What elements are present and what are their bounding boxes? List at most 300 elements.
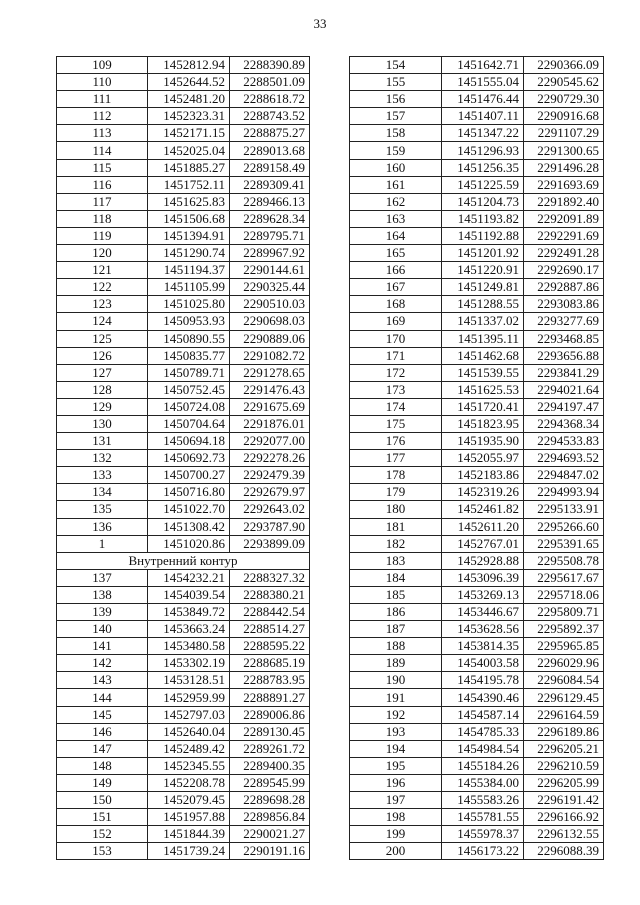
point-number-cell: 181: [350, 518, 442, 535]
table-row: [57, 381, 310, 398]
y-coordinate-cell: 2290729.30: [524, 91, 604, 108]
x-coordinate-cell: 1451957.88: [148, 809, 230, 826]
y-coordinate-cell: 2288501.09: [230, 74, 310, 91]
x-coordinate-cell: 1451201.92: [442, 245, 524, 262]
point-number-cell: 199: [350, 826, 442, 843]
y-coordinate-cell: 2289400.35: [230, 757, 310, 774]
point-number-cell: 125: [57, 330, 148, 347]
y-coordinate-cell: 2294197.47: [524, 398, 604, 415]
point-number-cell: 112: [57, 108, 148, 125]
x-coordinate-cell: 1455781.55: [442, 809, 524, 826]
table-row: [57, 535, 310, 552]
point-number-cell: 200: [350, 843, 442, 860]
table-row: [350, 638, 604, 655]
point-number-cell: 119: [57, 227, 148, 244]
y-coordinate-cell: 2289013.68: [230, 142, 310, 159]
x-coordinate-cell: 1451844.39: [148, 826, 230, 843]
x-coordinate-cell: 1450700.27: [148, 467, 230, 484]
point-number-cell: 118: [57, 210, 148, 227]
x-coordinate-cell: 1451025.80: [148, 296, 230, 313]
x-coordinate-cell: 1451225.59: [442, 176, 524, 193]
x-coordinate-cell: 1451249.81: [442, 279, 524, 296]
y-coordinate-cell: 2296129.45: [524, 689, 604, 706]
table-row: [350, 381, 604, 398]
table-row: [57, 57, 310, 74]
table-row: [350, 809, 604, 826]
x-coordinate-cell: 1451476.44: [442, 91, 524, 108]
y-coordinate-cell: 2288743.52: [230, 108, 310, 125]
coordinates-table-right: [349, 56, 604, 860]
point-number-cell: 146: [57, 723, 148, 740]
point-number-cell: 116: [57, 176, 148, 193]
point-number-cell: 197: [350, 792, 442, 809]
x-coordinate-cell: 1452171.15: [148, 125, 230, 142]
x-coordinate-cell: 1452640.04: [148, 723, 230, 740]
x-coordinate-cell: 1450704.64: [148, 415, 230, 432]
table-row: [350, 774, 604, 791]
x-coordinate-cell: 1453446.67: [442, 604, 524, 621]
point-number-cell: 170: [350, 330, 442, 347]
x-coordinate-cell: 1451407.11: [442, 108, 524, 125]
y-coordinate-cell: 2289158.49: [230, 159, 310, 176]
x-coordinate-cell: 1451506.68: [148, 210, 230, 227]
table-row: [350, 57, 604, 74]
x-coordinate-cell: 1451204.73: [442, 193, 524, 210]
x-coordinate-cell: 1452928.88: [442, 552, 524, 569]
table-row: [57, 809, 310, 826]
x-coordinate-cell: 1451935.90: [442, 433, 524, 450]
x-coordinate-cell: 1452767.01: [442, 535, 524, 552]
point-number-cell: 156: [350, 91, 442, 108]
x-coordinate-cell: 1451022.70: [148, 501, 230, 518]
x-coordinate-cell: 1451105.99: [148, 279, 230, 296]
x-coordinate-cell: 1451288.55: [442, 296, 524, 313]
y-coordinate-cell: 2289856.84: [230, 809, 310, 826]
y-coordinate-cell: 2288875.27: [230, 125, 310, 142]
y-coordinate-cell: 2288891.27: [230, 689, 310, 706]
y-coordinate-cell: 2294021.64: [524, 381, 604, 398]
point-number-cell: 115: [57, 159, 148, 176]
x-coordinate-cell: 1452611.20: [442, 518, 524, 535]
point-number-cell: 126: [57, 347, 148, 364]
point-number-cell: 130: [57, 415, 148, 432]
point-number-cell: 114: [57, 142, 148, 159]
x-coordinate-cell: 1451462.68: [442, 347, 524, 364]
y-coordinate-cell: 2289261.72: [230, 740, 310, 757]
x-coordinate-cell: 1451555.04: [442, 74, 524, 91]
y-coordinate-cell: 2296189.86: [524, 723, 604, 740]
y-coordinate-cell: 2292091.89: [524, 210, 604, 227]
y-coordinate-cell: 2296205.99: [524, 774, 604, 791]
table-row: [350, 655, 604, 672]
x-coordinate-cell: 1451290.74: [148, 245, 230, 262]
y-coordinate-cell: 2290510.03: [230, 296, 310, 313]
x-coordinate-cell: 1452489.42: [148, 740, 230, 757]
y-coordinate-cell: 2288327.32: [230, 569, 310, 586]
y-coordinate-cell: 2291278.65: [230, 364, 310, 381]
table-row: [350, 245, 604, 262]
table-row: [57, 689, 310, 706]
x-coordinate-cell: 1451347.22: [442, 125, 524, 142]
section-label: Внутренний контур: [57, 552, 310, 569]
x-coordinate-cell: 1453663.24: [148, 621, 230, 638]
table-row: [350, 176, 604, 193]
y-coordinate-cell: 2288442.54: [230, 604, 310, 621]
x-coordinate-cell: 1453814.35: [442, 638, 524, 655]
table-row: [57, 108, 310, 125]
table-row: [57, 792, 310, 809]
y-coordinate-cell: 2288390.89: [230, 57, 310, 74]
point-number-cell: 152: [57, 826, 148, 843]
y-coordinate-cell: 2296029.96: [524, 655, 604, 672]
point-number-cell: 167: [350, 279, 442, 296]
point-number-cell: 159: [350, 142, 442, 159]
table-row: [350, 535, 604, 552]
point-number-cell: 135: [57, 501, 148, 518]
y-coordinate-cell: 2289795.71: [230, 227, 310, 244]
y-coordinate-cell: 2296084.54: [524, 672, 604, 689]
y-coordinate-cell: 2294993.94: [524, 484, 604, 501]
y-coordinate-cell: 2295391.65: [524, 535, 604, 552]
table-row: [350, 364, 604, 381]
point-number-cell: 166: [350, 262, 442, 279]
point-number-cell: 194: [350, 740, 442, 757]
y-coordinate-cell: 2289545.99: [230, 774, 310, 791]
y-coordinate-cell: 2292643.02: [230, 501, 310, 518]
y-coordinate-cell: 2291496.28: [524, 159, 604, 176]
x-coordinate-cell: 1454984.54: [442, 740, 524, 757]
y-coordinate-cell: 2289309.41: [230, 176, 310, 193]
x-coordinate-cell: 1454785.33: [442, 723, 524, 740]
point-number-cell: 157: [350, 108, 442, 125]
x-coordinate-cell: 1452797.03: [148, 706, 230, 723]
y-coordinate-cell: 2296166.92: [524, 809, 604, 826]
point-number-cell: 138: [57, 586, 148, 603]
y-coordinate-cell: 2289628.34: [230, 210, 310, 227]
coordinates-table-left: [56, 56, 310, 860]
table-row: [57, 159, 310, 176]
x-coordinate-cell: 1453269.13: [442, 586, 524, 603]
y-coordinate-cell: 2289130.45: [230, 723, 310, 740]
y-coordinate-cell: 2289698.28: [230, 792, 310, 809]
x-coordinate-cell: 1451220.91: [442, 262, 524, 279]
y-coordinate-cell: 2294533.83: [524, 433, 604, 450]
table-row: [57, 91, 310, 108]
x-coordinate-cell: 1450752.45: [148, 381, 230, 398]
y-coordinate-cell: 2288783.95: [230, 672, 310, 689]
point-number-cell: 129: [57, 398, 148, 415]
y-coordinate-cell: 2295718.06: [524, 586, 604, 603]
table-row: [350, 210, 604, 227]
table-row: [350, 501, 604, 518]
y-coordinate-cell: 2291693.69: [524, 176, 604, 193]
table-row: [57, 296, 310, 313]
table-row: [350, 125, 604, 142]
point-number-cell: 191: [350, 689, 442, 706]
y-coordinate-cell: 2293899.09: [230, 535, 310, 552]
table-row: [350, 552, 604, 569]
point-number-cell: 176: [350, 433, 442, 450]
table-row: [350, 586, 604, 603]
x-coordinate-cell: 1452055.97: [442, 450, 524, 467]
table-row: [350, 313, 604, 330]
table-row: [350, 91, 604, 108]
y-coordinate-cell: 2289006.86: [230, 706, 310, 723]
x-coordinate-cell: 1451308.42: [148, 518, 230, 535]
point-number-cell: 109: [57, 57, 148, 74]
x-coordinate-cell: 1451193.82: [442, 210, 524, 227]
point-number-cell: 120: [57, 245, 148, 262]
point-number-cell: 121: [57, 262, 148, 279]
table-row: [57, 467, 310, 484]
table-row: [57, 398, 310, 415]
point-number-cell: 149: [57, 774, 148, 791]
table-row: [57, 774, 310, 791]
point-number-cell: 182: [350, 535, 442, 552]
point-number-cell: 187: [350, 621, 442, 638]
x-coordinate-cell: 1453128.51: [148, 672, 230, 689]
y-coordinate-cell: 2292679.97: [230, 484, 310, 501]
point-number-cell: 117: [57, 193, 148, 210]
y-coordinate-cell: 2288618.72: [230, 91, 310, 108]
y-coordinate-cell: 2289466.13: [230, 193, 310, 210]
y-coordinate-cell: 2292491.28: [524, 245, 604, 262]
point-number-cell: 162: [350, 193, 442, 210]
table-row: [57, 142, 310, 159]
point-number-cell: 173: [350, 381, 442, 398]
x-coordinate-cell: 1451395.11: [442, 330, 524, 347]
x-coordinate-cell: 1451720.41: [442, 398, 524, 415]
point-number-cell: 163: [350, 210, 442, 227]
point-number-cell: 193: [350, 723, 442, 740]
y-coordinate-cell: 2291876.01: [230, 415, 310, 432]
table-row: [350, 723, 604, 740]
x-coordinate-cell: 1454587.14: [442, 706, 524, 723]
y-coordinate-cell: 2293468.85: [524, 330, 604, 347]
section-row: [57, 552, 310, 569]
table-row: [350, 347, 604, 364]
y-coordinate-cell: 2290916.68: [524, 108, 604, 125]
x-coordinate-cell: 1453849.72: [148, 604, 230, 621]
table-row: [57, 484, 310, 501]
y-coordinate-cell: 2291892.40: [524, 193, 604, 210]
y-coordinate-cell: 2290325.44: [230, 279, 310, 296]
table-row: [350, 415, 604, 432]
x-coordinate-cell: 1452319.26: [442, 484, 524, 501]
x-coordinate-cell: 1451625.83: [148, 193, 230, 210]
x-coordinate-cell: 1451885.27: [148, 159, 230, 176]
table-row: [57, 569, 310, 586]
y-coordinate-cell: 2290191.16: [230, 843, 310, 860]
table-row: [350, 740, 604, 757]
x-coordinate-cell: 1451739.24: [148, 843, 230, 860]
table-row: [350, 569, 604, 586]
point-number-cell: 133: [57, 467, 148, 484]
x-coordinate-cell: 1450692.73: [148, 450, 230, 467]
x-coordinate-cell: 1455384.00: [442, 774, 524, 791]
y-coordinate-cell: 2295133.91: [524, 501, 604, 518]
y-coordinate-cell: 2293656.88: [524, 347, 604, 364]
x-coordinate-cell: 1454003.58: [442, 655, 524, 672]
y-coordinate-cell: 2288685.19: [230, 655, 310, 672]
point-number-cell: 122: [57, 279, 148, 296]
point-number-cell: 136: [57, 518, 148, 535]
y-coordinate-cell: 2290021.27: [230, 826, 310, 843]
point-number-cell: 153: [57, 843, 148, 860]
table-row: [57, 604, 310, 621]
x-coordinate-cell: 1450890.55: [148, 330, 230, 347]
table-row: [57, 518, 310, 535]
table-row: [57, 125, 310, 142]
table-row: [350, 467, 604, 484]
y-coordinate-cell: 2289967.92: [230, 245, 310, 262]
page-number: 33: [313, 16, 327, 31]
x-coordinate-cell: 1455583.26: [442, 792, 524, 809]
table-row: [57, 706, 310, 723]
x-coordinate-cell: 1450789.71: [148, 364, 230, 381]
x-coordinate-cell: 1454232.21: [148, 569, 230, 586]
table-row: [57, 433, 310, 450]
point-number-cell: 144: [57, 689, 148, 706]
y-coordinate-cell: 2292278.26: [230, 450, 310, 467]
x-coordinate-cell: 1452812.94: [148, 57, 230, 74]
y-coordinate-cell: 2292077.00: [230, 433, 310, 450]
table-row: [350, 108, 604, 125]
point-number-cell: 127: [57, 364, 148, 381]
y-coordinate-cell: 2295266.60: [524, 518, 604, 535]
x-coordinate-cell: 1450835.77: [148, 347, 230, 364]
point-number-cell: 128: [57, 381, 148, 398]
table-row: [350, 672, 604, 689]
point-number-cell: 124: [57, 313, 148, 330]
x-coordinate-cell: 1450724.08: [148, 398, 230, 415]
y-coordinate-cell: 2292291.69: [524, 227, 604, 244]
table-row: [350, 296, 604, 313]
table-row: [57, 245, 310, 262]
y-coordinate-cell: 2291107.29: [524, 125, 604, 142]
table-row: [57, 723, 310, 740]
point-number-cell: 175: [350, 415, 442, 432]
x-coordinate-cell: 1455184.26: [442, 757, 524, 774]
point-number-cell: 186: [350, 604, 442, 621]
point-number-cell: 174: [350, 398, 442, 415]
x-coordinate-cell: 1452481.20: [148, 91, 230, 108]
point-number-cell: 164: [350, 227, 442, 244]
point-number-cell: 140: [57, 621, 148, 638]
y-coordinate-cell: 2294847.02: [524, 467, 604, 484]
point-number-cell: 111: [57, 91, 148, 108]
y-coordinate-cell: 2293841.29: [524, 364, 604, 381]
point-number-cell: 137: [57, 569, 148, 586]
point-number-cell: 185: [350, 586, 442, 603]
x-coordinate-cell: 1451194.37: [148, 262, 230, 279]
point-number-cell: 132: [57, 450, 148, 467]
x-coordinate-cell: 1454195.78: [442, 672, 524, 689]
table-row: [350, 604, 604, 621]
point-number-cell: 160: [350, 159, 442, 176]
x-coordinate-cell: 1451394.91: [148, 227, 230, 244]
x-coordinate-cell: 1454039.54: [148, 586, 230, 603]
x-coordinate-cell: 1451625.53: [442, 381, 524, 398]
point-number-cell: 196: [350, 774, 442, 791]
table-row: [350, 74, 604, 91]
y-coordinate-cell: 2291675.69: [230, 398, 310, 415]
point-number-cell: 113: [57, 125, 148, 142]
y-coordinate-cell: 2292887.86: [524, 279, 604, 296]
table-row: [350, 142, 604, 159]
x-coordinate-cell: 1453302.19: [148, 655, 230, 672]
y-coordinate-cell: 2295965.85: [524, 638, 604, 655]
table-row: [350, 450, 604, 467]
point-number-cell: 143: [57, 672, 148, 689]
table-row: [350, 826, 604, 843]
x-coordinate-cell: 1452208.78: [148, 774, 230, 791]
point-number-cell: 142: [57, 655, 148, 672]
point-number-cell: 1: [57, 535, 148, 552]
table-row: [57, 826, 310, 843]
y-coordinate-cell: 2290698.03: [230, 313, 310, 330]
y-coordinate-cell: 2292690.17: [524, 262, 604, 279]
y-coordinate-cell: 2295809.71: [524, 604, 604, 621]
point-number-cell: 195: [350, 757, 442, 774]
table-row: [57, 501, 310, 518]
x-coordinate-cell: 1456173.22: [442, 843, 524, 860]
table-row: [57, 262, 310, 279]
x-coordinate-cell: 1452959.99: [148, 689, 230, 706]
y-coordinate-cell: 2296132.55: [524, 826, 604, 843]
x-coordinate-cell: 1451642.71: [442, 57, 524, 74]
table-row: [350, 398, 604, 415]
point-number-cell: 169: [350, 313, 442, 330]
x-coordinate-cell: 1452644.52: [148, 74, 230, 91]
y-coordinate-cell: 2290545.62: [524, 74, 604, 91]
y-coordinate-cell: 2295892.37: [524, 621, 604, 638]
x-coordinate-cell: 1454390.46: [442, 689, 524, 706]
x-coordinate-cell: 1452323.31: [148, 108, 230, 125]
x-coordinate-cell: 1451020.86: [148, 535, 230, 552]
y-coordinate-cell: 2291476.43: [230, 381, 310, 398]
point-number-cell: 154: [350, 57, 442, 74]
y-coordinate-cell: 2293277.69: [524, 313, 604, 330]
y-coordinate-cell: 2291300.65: [524, 142, 604, 159]
y-coordinate-cell: 2294693.52: [524, 450, 604, 467]
y-coordinate-cell: 2293787.90: [230, 518, 310, 535]
table-row: [57, 227, 310, 244]
point-number-cell: 161: [350, 176, 442, 193]
x-coordinate-cell: 1451337.02: [442, 313, 524, 330]
y-coordinate-cell: 2296088.39: [524, 843, 604, 860]
x-coordinate-cell: 1450953.93: [148, 313, 230, 330]
point-number-cell: 123: [57, 296, 148, 313]
point-number-cell: 131: [57, 433, 148, 450]
point-number-cell: 139: [57, 604, 148, 621]
table-row: [57, 364, 310, 381]
point-number-cell: 180: [350, 501, 442, 518]
y-coordinate-cell: 2294368.34: [524, 415, 604, 432]
point-number-cell: 189: [350, 655, 442, 672]
y-coordinate-cell: 2296164.59: [524, 706, 604, 723]
x-coordinate-cell: 1450694.18: [148, 433, 230, 450]
y-coordinate-cell: 2288595.22: [230, 638, 310, 655]
table-row: [57, 313, 310, 330]
point-number-cell: 177: [350, 450, 442, 467]
point-number-cell: 145: [57, 706, 148, 723]
table-row: [57, 655, 310, 672]
table-row: [57, 740, 310, 757]
x-coordinate-cell: 1453096.39: [442, 569, 524, 586]
point-number-cell: 178: [350, 467, 442, 484]
table-row: [57, 176, 310, 193]
